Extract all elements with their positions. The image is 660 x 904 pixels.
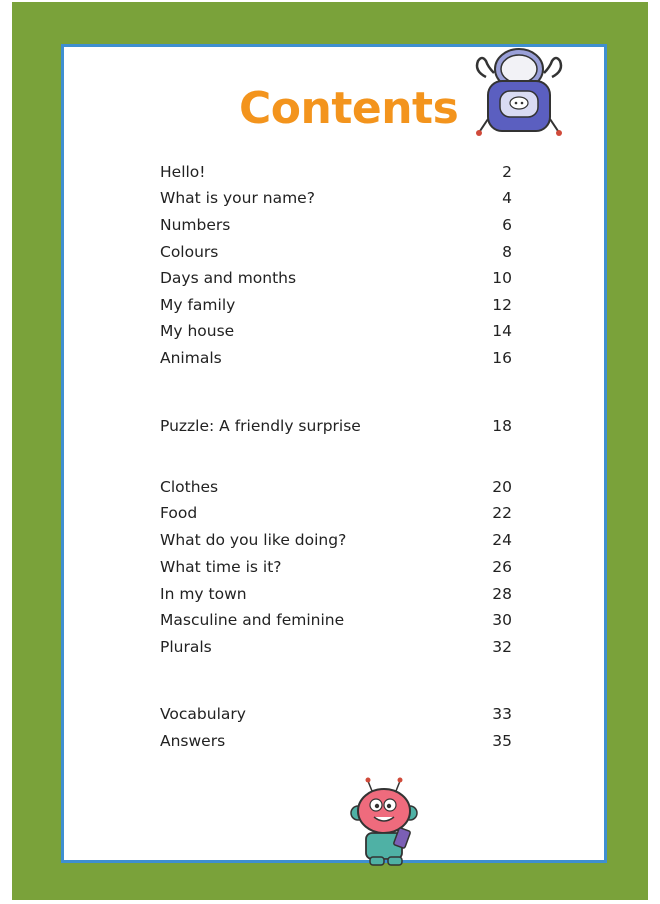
page-title: Contents [239,83,459,134]
entry-label: In my town [160,585,247,603]
entry-label: Days and months [160,269,297,287]
entry-label: Masculine and feminine [160,611,345,629]
entry-label: Numbers [160,216,231,234]
contents-entry [160,161,512,183]
entry-label: What do you like doing? [160,531,347,549]
contents-entry [160,320,512,342]
entry-page-number: 10 [492,269,512,287]
entry-page-number: 12 [492,296,512,314]
contents-entry [160,730,512,752]
entry-label: Hello! [160,163,206,181]
entry-label: My family [160,296,236,314]
entry-page-number: 22 [492,504,512,522]
contents-entry [160,529,512,551]
entry-label: My house [160,322,235,340]
entry-label: Animals [160,349,222,367]
contents-entry [160,703,512,725]
contents-entry [160,609,512,631]
entry-label: Colours [160,243,219,261]
contents-entry [160,267,512,289]
contents-entry [160,347,512,369]
entry-page-number: 8 [502,243,512,261]
entry-page-number: 24 [492,531,512,549]
contents-entry [160,476,512,498]
entry-label: Plurals [160,638,212,656]
entry-page-number: 14 [492,322,512,340]
robot-bottom-illustration [340,777,430,869]
entry-label: Food [160,504,198,522]
entry-label: Clothes [160,478,219,496]
entry-page-number: 28 [492,585,512,603]
entry-page-number: 16 [492,349,512,367]
contents-entry [160,502,512,524]
robot-top-illustration [464,47,574,147]
contents-entry [160,583,512,605]
entry-page-number: 32 [492,638,512,656]
entry-page-number: 35 [492,732,512,750]
entry-page-number: 18 [492,417,512,435]
entry-page-number: 6 [502,216,512,234]
entry-label: Puzzle: A friendly surprise [160,417,361,435]
entry-page-number: 30 [492,611,512,629]
contents-entry [160,241,512,263]
contents-entry [160,636,512,658]
entry-label: Answers [160,732,226,750]
entry-page-number: 26 [492,558,512,576]
contents-entry [160,556,512,578]
entry-page-number: 20 [492,478,512,496]
entry-page-number: 4 [502,189,512,207]
entry-label: What is your name? [160,189,315,207]
entry-page-number: 33 [492,705,512,723]
contents-entry [160,214,512,236]
contents-page [61,44,607,863]
contents-entry [160,415,512,437]
contents-entry [160,294,512,316]
entry-label: What time is it? [160,558,282,576]
contents-entry [160,187,512,209]
entry-label: Vocabulary [160,705,246,723]
entry-page-number: 2 [502,163,512,181]
